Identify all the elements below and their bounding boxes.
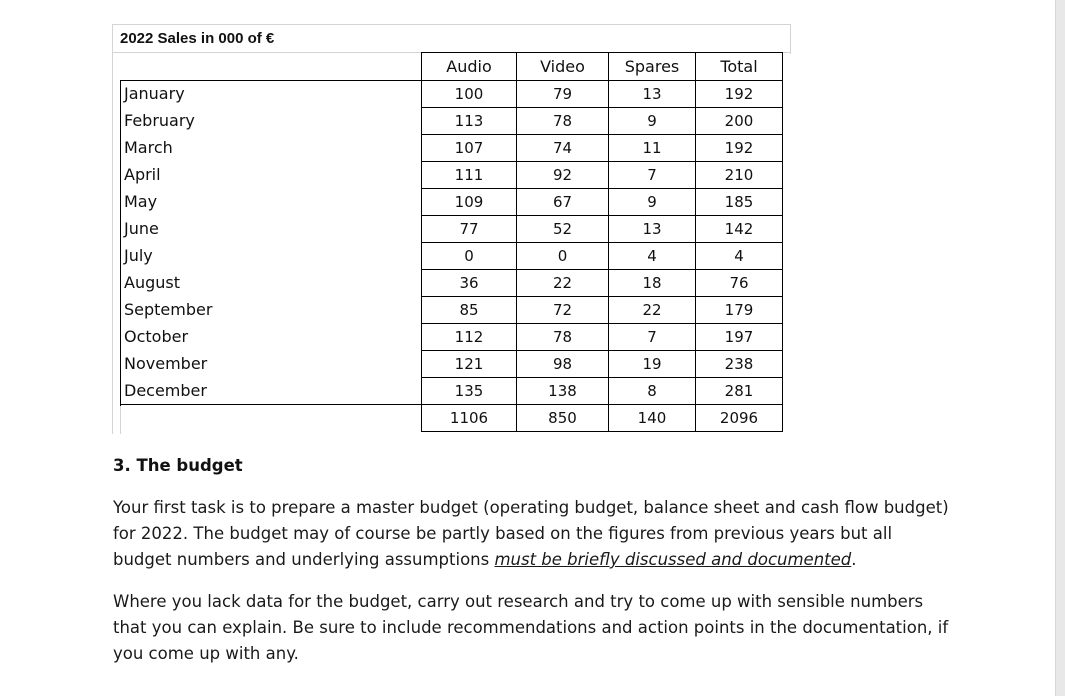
cell-video: 78: [552, 112, 573, 130]
cell-total: 210: [724, 166, 754, 184]
cell-spares: 4: [647, 247, 657, 265]
column-header-total: Total: [720, 57, 758, 76]
cell-audio: 36: [459, 274, 479, 292]
emphasis-text: must be briefly discussed and documented: [494, 550, 852, 569]
paragraph-1-line-3-start: budget numbers and underlying assumptions: [113, 550, 495, 569]
paragraph-2: [113, 589, 953, 667]
cell-spares: 8: [647, 382, 657, 400]
month-label: August: [124, 273, 180, 292]
cell-audio: 85: [459, 301, 479, 319]
cell-total: 281: [724, 382, 754, 400]
cell-total: 4: [734, 247, 744, 265]
cell-total: 192: [724, 139, 754, 157]
total-total: 2096: [719, 409, 759, 427]
total-spares: 140: [637, 409, 667, 427]
cell-total: 197: [724, 328, 754, 346]
cell-audio: 121: [454, 355, 484, 373]
cell-audio: 107: [454, 139, 484, 157]
column-header-audio: Audio: [446, 57, 492, 76]
month-label: March: [124, 138, 173, 157]
month-label: September: [124, 300, 213, 319]
cell-video: 78: [552, 328, 573, 346]
cell-video: 72: [552, 301, 573, 319]
cell-total: 192: [724, 85, 754, 103]
cell-audio: 77: [459, 220, 479, 238]
cell-video: 74: [552, 139, 573, 157]
month-label: October: [124, 327, 189, 346]
month-label: May: [124, 192, 158, 211]
cell-total: 179: [724, 301, 754, 319]
total-audio: 1106: [449, 409, 489, 427]
cell-spares: 19: [642, 355, 662, 373]
cell-spares: 22: [642, 301, 662, 319]
cell-audio: 113: [454, 112, 484, 130]
month-label: February: [124, 111, 195, 130]
cell-spares: 13: [642, 85, 662, 103]
cell-audio: 109: [454, 193, 484, 211]
month-label: January: [124, 84, 185, 103]
cell-spares: 7: [647, 328, 657, 346]
section-heading: 3. The budget: [113, 456, 243, 475]
cell-audio: 112: [454, 328, 484, 346]
cell-total: 238: [724, 355, 754, 373]
column-header-spares: Spares: [624, 57, 680, 76]
cell-audio: 111: [454, 166, 484, 184]
cell-video: 92: [552, 166, 573, 184]
total-video: 850: [548, 409, 577, 427]
cell-video: 79: [552, 85, 573, 103]
cell-spares: 9: [647, 112, 657, 130]
cell-spares: 7: [647, 166, 657, 184]
paragraph-2-line-2: that you can explain. Be sure to include recommendations and action points in the documentation, if: [113, 618, 949, 637]
cell-video: 52: [552, 220, 573, 238]
month-label: December: [124, 381, 207, 400]
paragraph-2-line-3: you come up with any.: [113, 644, 299, 663]
cell-spares: 18: [642, 274, 662, 292]
cell-spares: 9: [647, 193, 657, 211]
cell-total: 200: [724, 112, 754, 130]
cell-total: 76: [729, 274, 749, 292]
vertical-scrollbar[interactable]: [1055, 0, 1065, 696]
cell-audio: 135: [454, 382, 484, 400]
paragraph-1: [113, 495, 953, 573]
cell-video: 0: [557, 247, 568, 265]
month-label: April: [124, 165, 161, 184]
paragraph-2-line-1: Where you lack data for the budget, carry out research and try to come up with sensible numbers: [113, 592, 924, 611]
table-title: 2022 Sales in 000 of €: [120, 30, 275, 47]
month-label: June: [124, 219, 159, 238]
cell-video: 22: [552, 274, 573, 292]
paragraph-1-line-1: Your first task is to prepare a master budget (operating budget, balance sheet and cash flow budget): [113, 498, 949, 517]
paragraph-1-line-2: for 2022. The budget may of course be partly based on the figures from previous years but all: [113, 524, 893, 543]
cell-video: 67: [552, 193, 573, 211]
month-label: November: [124, 354, 208, 373]
cell-total: 142: [724, 220, 754, 238]
paragraph-1-line-3: [113, 547, 953, 573]
column-header-video: Video: [540, 57, 585, 76]
month-label: July: [124, 246, 153, 265]
cell-audio: 100: [454, 85, 484, 103]
paragraph-1-line-3-end: .: [851, 550, 857, 569]
cell-audio: 0: [464, 247, 474, 265]
cell-spares: 11: [642, 139, 662, 157]
cell-total: 185: [724, 193, 754, 211]
cell-spares: 13: [642, 220, 662, 238]
cell-video: 98: [552, 355, 573, 373]
cell-video: 138: [548, 382, 577, 400]
